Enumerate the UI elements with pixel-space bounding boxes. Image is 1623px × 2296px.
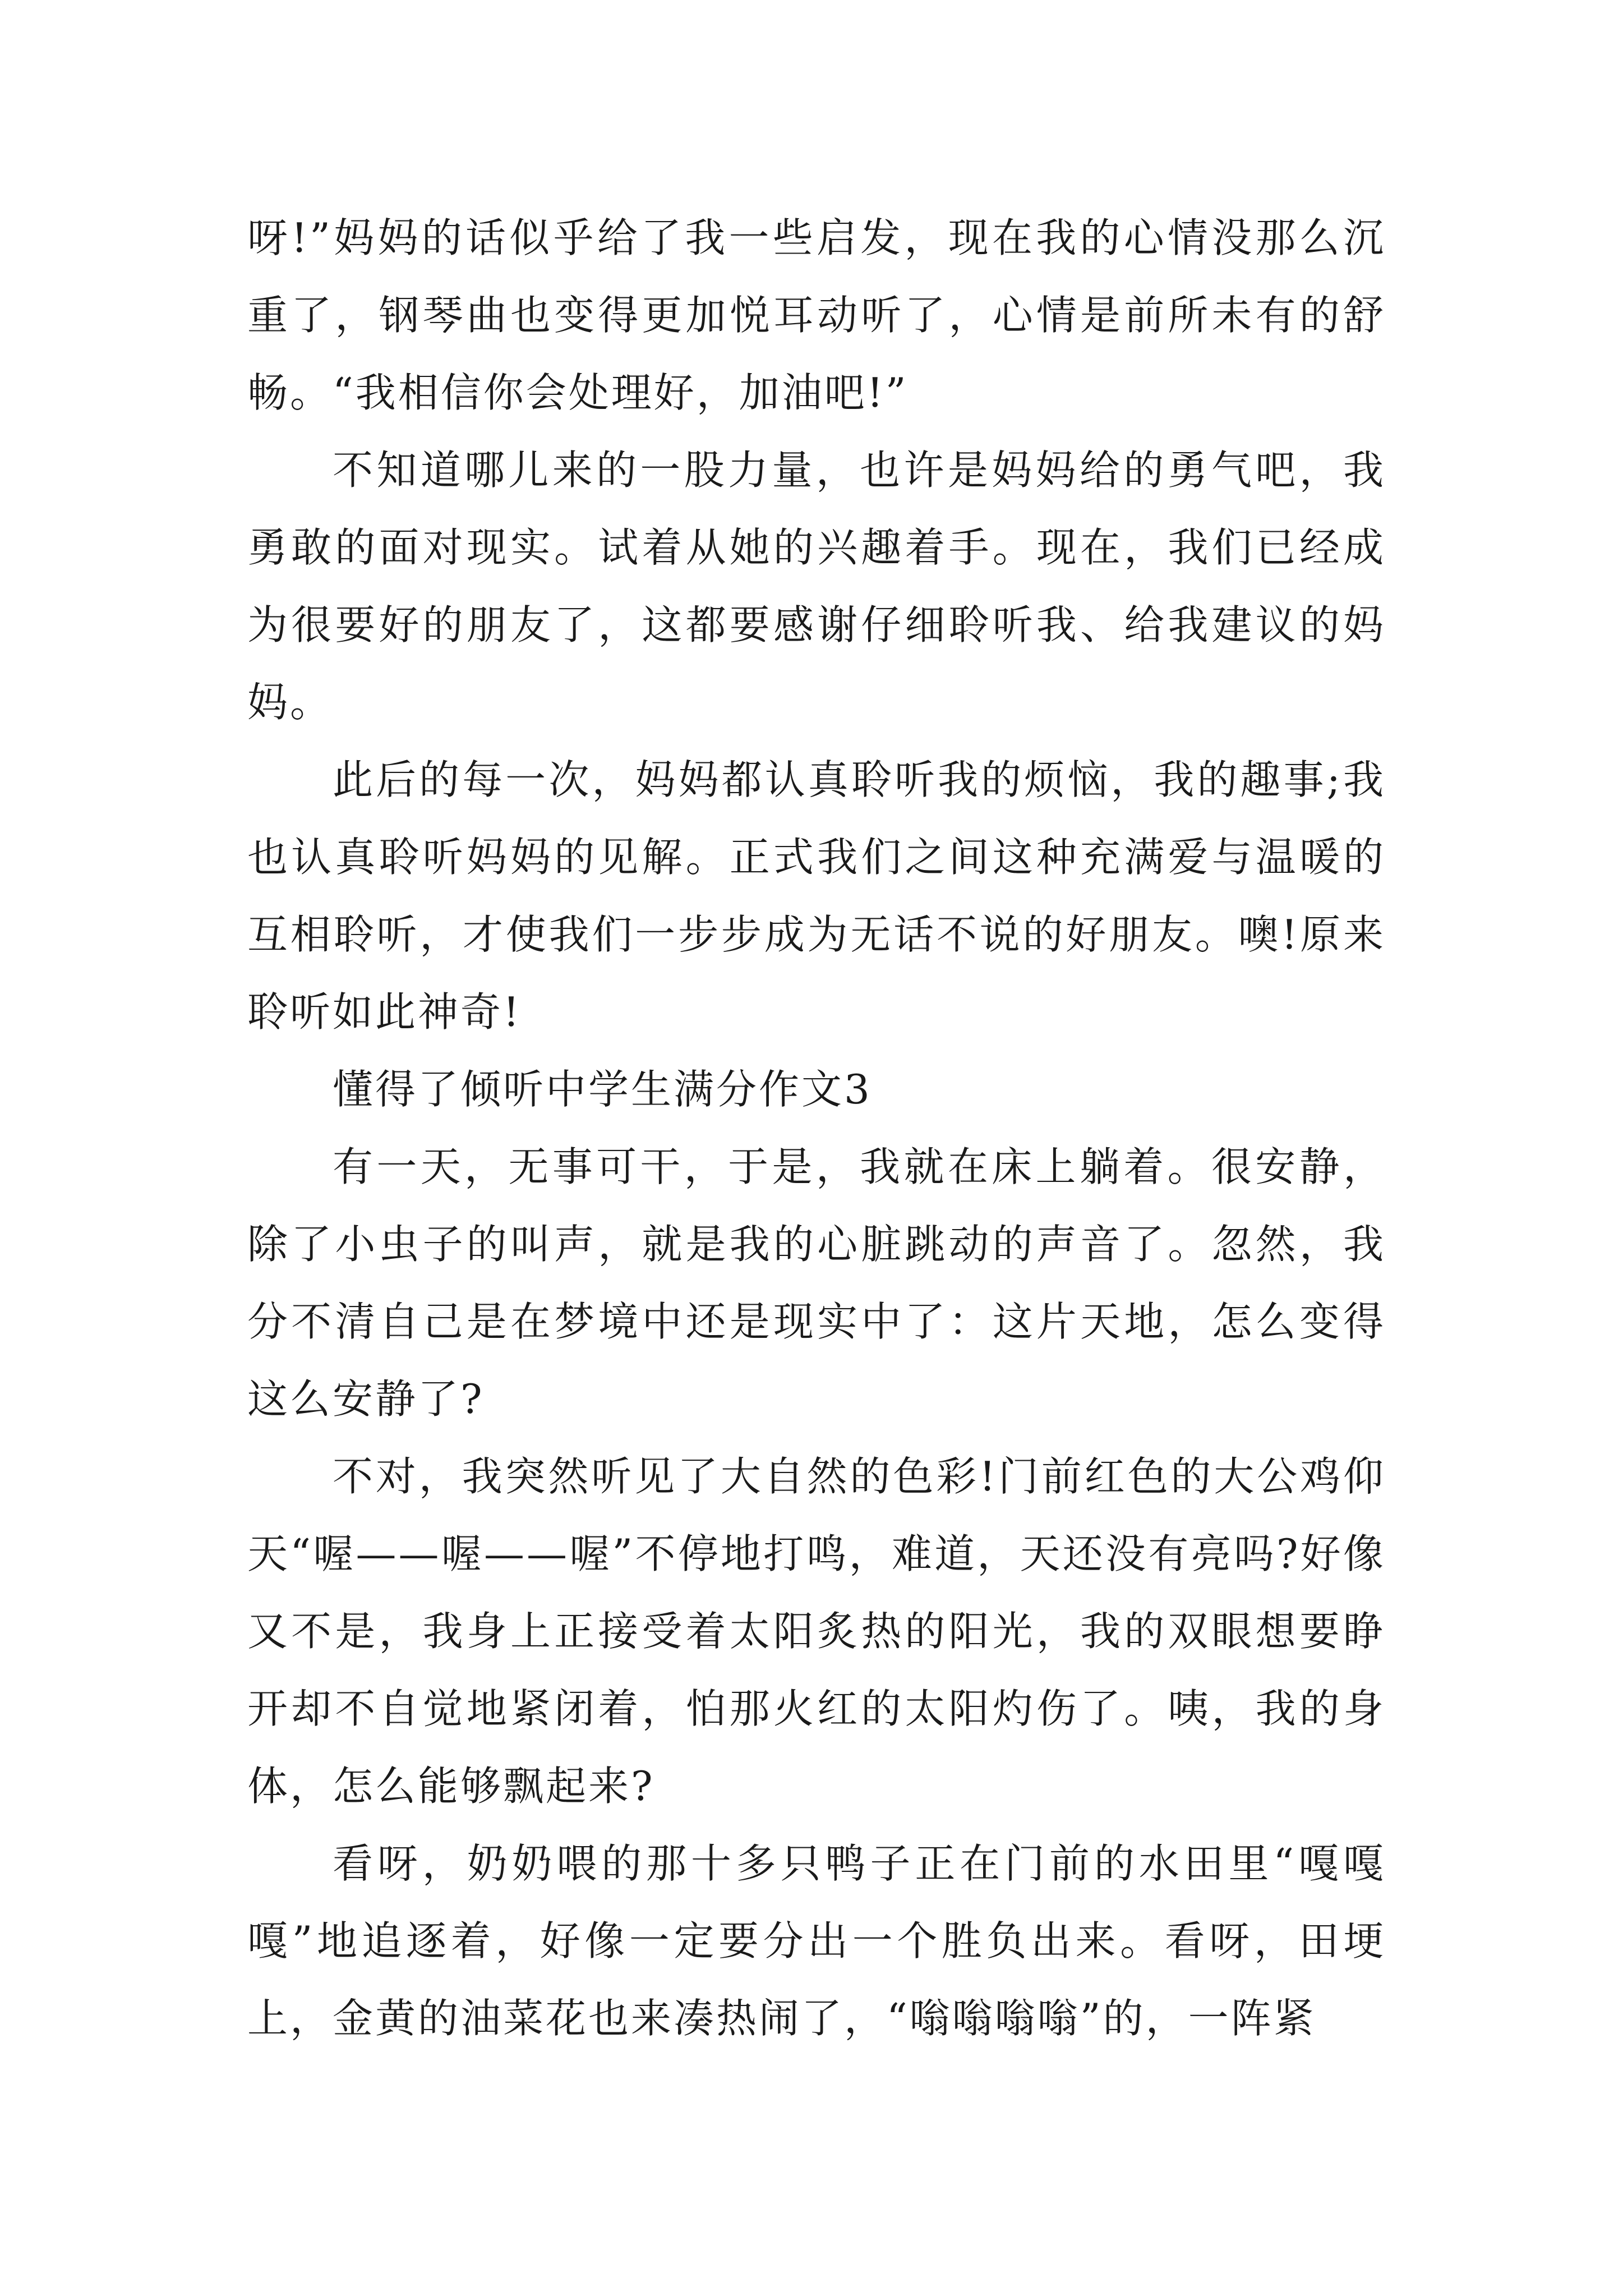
paragraph-3: 此后的每一次，妈妈都认真聆听我的烦恼，我的趣事;我也认真聆听妈妈的见解。正式我们之间这种充满爱与温暖的互相聆听，才使我们一步步成为无话不说的好朋友。噢!原来聆听如此神奇! — [247, 756, 1386, 1036]
document-body — [247, 199, 1386, 2057]
paragraph-2: 不知道哪儿来的一股力量，也许是妈妈给的勇气吧，我勇敢的面对现实。试着从她的兴趣着手。现在，我们已经成为很要好的朋友了，这都要感谢仔细聆听我、给我建议的妈妈。 — [247, 447, 1386, 726]
paragraph-1: 呀!”妈妈的话似乎给了我一些启发，现在我的心情没那么沉重了，钢琴曲也变得更加悦耳动听了，心情是前所未有的舒畅。“我相信你会处理好，加油吧!” — [247, 214, 1386, 416]
paragraph-6: 看呀，奶奶喂的那十多只鸭子正在门前的水田里“嘎嘎嘎”地追逐着，好像一定要分出一个胜负出来。看呀，田埂上，金黄的油菜花也来凑热闹了，“嗡嗡嗡嗡”的，一阵紧 — [247, 1840, 1386, 2042]
section-heading: 懂得了倾听中学生满分作文3 — [333, 1066, 872, 1113]
paragraph-4: 有一天，无事可干，于是，我就在床上躺着。很安静，除了小虫子的叫声，就是我的心脏跳动的声音了。忽然，我分不清自己是在梦境中还是现实中了：这片天地，怎么变得这么安静了? — [247, 1143, 1386, 1423]
paragraph-5: 不对，我突然听见了大自然的色彩!门前红色的大公鸡仰天“喔——喔——喔”不停地打鸣，难道，天还没有亮吗?好像又不是，我身上正接受着太阳炙热的阳光，我的双眼想要睁开却不自觉地紧闭着，怕那火红的太阳灼伤了。咦，我的身体，怎么能够飘起来? — [247, 1453, 1386, 1810]
